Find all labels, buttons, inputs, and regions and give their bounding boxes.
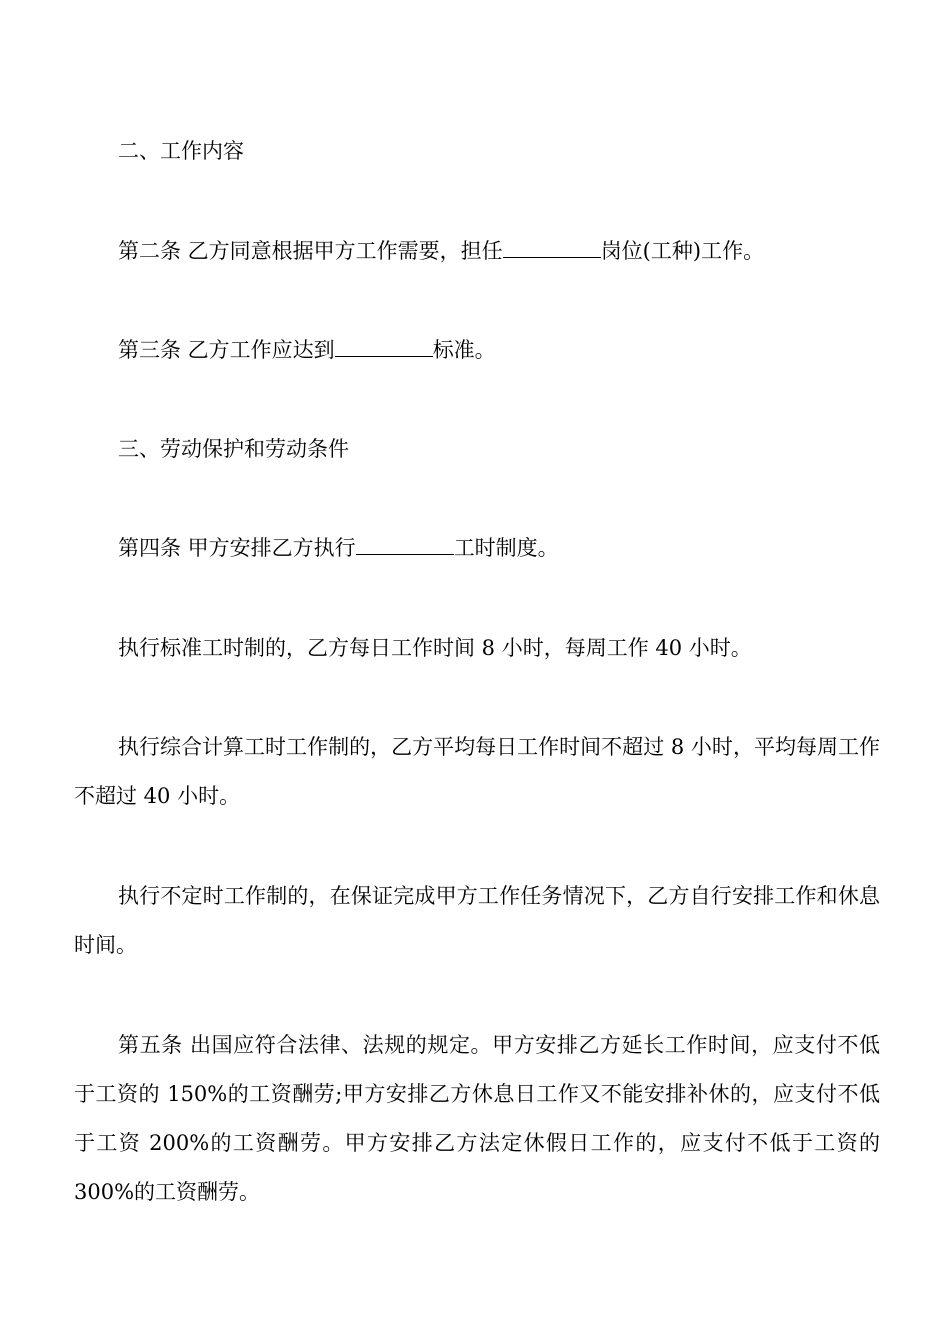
fill-in-blank-position: [503, 237, 601, 258]
article-5: 第五条 出国应符合法律、法规的规定。甲方安排乙方延长工作时间，应支付不低于工资的 150%的工资酬劳;甲方安排乙方休息日工作又不能安排补休的，应支付不低于工资 200%的工资酬劳。甲方安排乙方法定休假日工作的，应支付不低于工资的 300%的工资酬劳。: [74, 1033, 880, 1204]
article-2-prefix: 第二条 乙方同意根据甲方工作需要，担任: [118, 239, 503, 263]
comprehensive-hours-paragraph: 执行综合计算工时工作制的，乙方平均每日工作时间不超过 8 小时，平均每周工作不超过 40 小时。: [74, 735, 880, 808]
flexible-hours-paragraph: 执行不定时工作制的，在保证完成甲方工作任务情况下，乙方自行安排工作和休息时间。: [74, 884, 880, 957]
article-2: [74, 227, 880, 276]
article-3-prefix: 第三条 乙方工作应达到: [118, 338, 335, 362]
article-3-suffix: 标准。: [432, 338, 496, 362]
fill-in-blank-standard: [335, 336, 433, 357]
fill-in-blank-working-hours: [356, 534, 454, 555]
section-heading-work-content: [74, 127, 880, 176]
article-4: [74, 524, 880, 573]
section-heading-text: 二、工作内容: [118, 139, 244, 163]
article-3: [74, 326, 880, 375]
section-heading-labor-protection: [74, 425, 880, 474]
article-4-suffix: 工时制度。: [453, 536, 559, 560]
article-4-prefix: 第四条 甲方安排乙方执行: [118, 536, 356, 560]
standard-hours-paragraph: 执行标准工时制的，乙方每日工作时间 8 小时，每周工作 40 小时。: [118, 636, 752, 660]
article-2-suffix: 岗位(工种)工作。: [600, 239, 765, 263]
section-heading-text: 三、劳动保护和劳动条件: [118, 437, 349, 461]
